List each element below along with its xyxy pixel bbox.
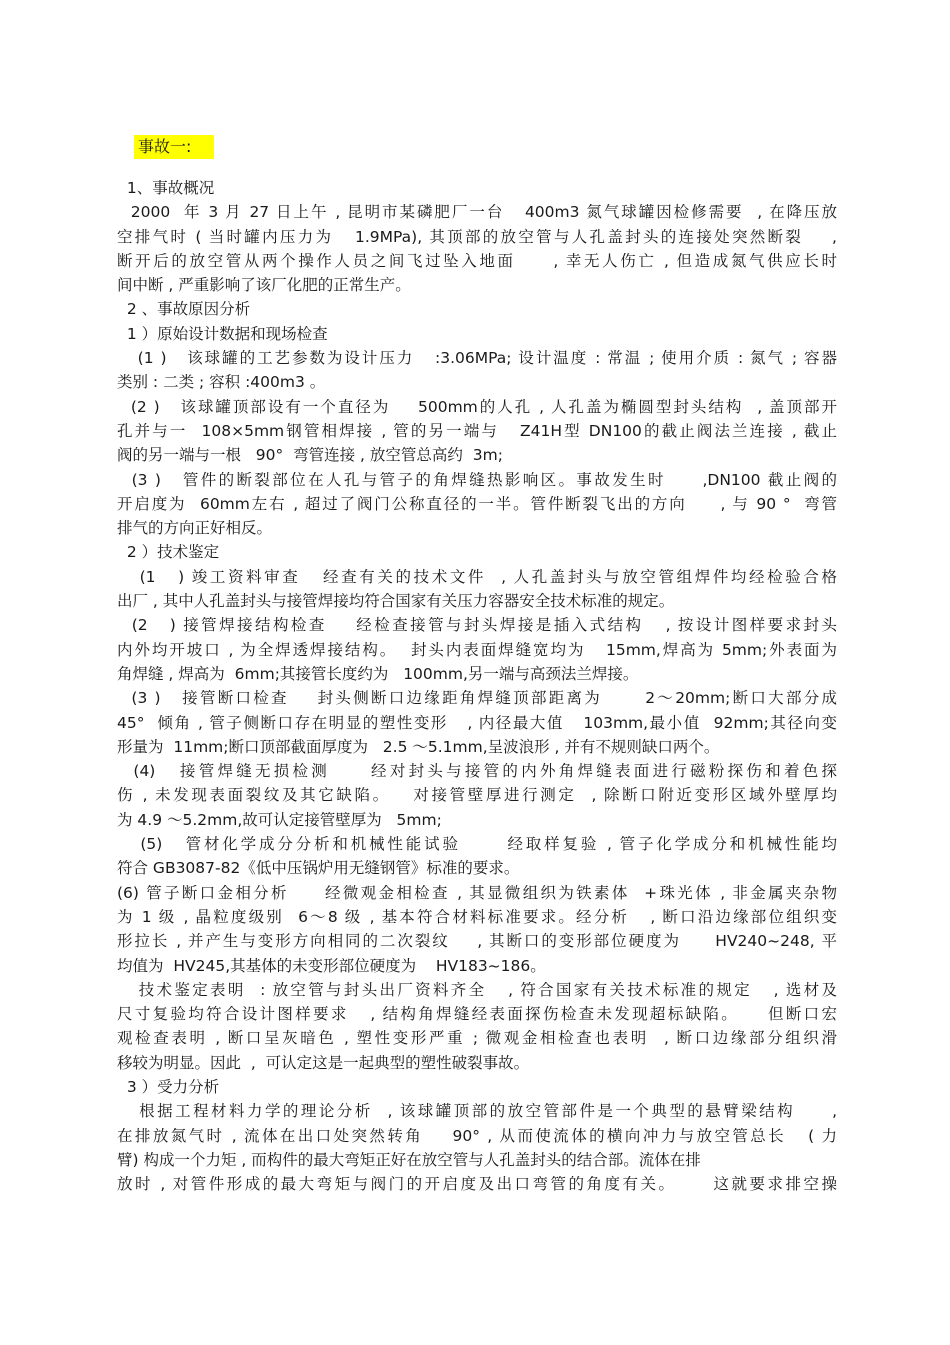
document-body: [117, 176, 837, 1196]
text-line: 2000 年 3 月 27 日上午 , 昆明市某磷肥厂一台 400m3 氮气球罐因检修需要 , 在降压放: [117, 203, 837, 222]
text-line: 均值为 HV245,其基体的未变形部位硬度为 HV183~186。: [117, 956, 546, 975]
text-line: 为 4.9 ～5.2mm,故可认定接管壁厚为 5mm;: [117, 810, 442, 829]
text-line: 臂) 构成一个力矩 , 而构件的最大弯矩正好在放空管与人孔盖封头的结合部。流体在排: [117, 1150, 701, 1169]
text-line: 间中断 , 严重影响了该厂化肥的正常生产。: [117, 276, 411, 295]
text-line: 观检查表明 , 断口呈灰暗色 , 塑性变形严重 ; 微观金相检查也表明 , 断口边缘部分组织滑: [117, 1029, 837, 1048]
text-line: 放时 , 对管件形成的最大弯矩与阀门的开启度及出口弯管的角度有关。 这就要求排空操: [117, 1175, 837, 1194]
text-line: 断开后的放空管从两个操作人员之间飞过坠入地面 , 幸无人伤亡 , 但造成氮气供应长时: [117, 251, 837, 270]
text-line: 角焊缝 , 焊高为 6mm;其接管长度约为 100mm,另一端与高颈法兰焊接。: [117, 664, 639, 683]
text-line: 出厂 , 其中人孔盖封头与接管焊接均符合国家有关压力容器安全技术标准的规定。: [117, 592, 675, 611]
text-line: 1、事故概况: [117, 179, 215, 197]
text-line: 移较为明显。因此 , 可认定这是一起典型的塑性破裂事故。: [117, 1053, 530, 1072]
text-line: (4) 接管焊缝无损检测 经对封头与接管的内外角焊缝表面进行磁粉探伤和着色探: [117, 762, 837, 781]
text-line: 符合 GB3087-82《低中压锅炉用无缝钢管》标准的要求。: [117, 859, 520, 878]
text-line: 阀的另一端与一根 90° 弯管连接 , 放空管总高约 3m;: [117, 446, 503, 465]
text-line: (2 ) 该球罐顶部设有一个直径为 500mm的人孔 , 人孔盖为椭圆型封头结构 , 盖顶部开: [117, 397, 837, 416]
text-line: 1 ）原始设计数据和现场检查: [117, 324, 328, 343]
text-line: 内外均开坡口 , 为全焊透焊接结构。 封头内表面焊缝宽均为 15mm,焊高为 5mm;外表面为: [117, 640, 837, 659]
text-line: 2 、事故原因分析: [117, 300, 251, 319]
text-line: 开启度为 60mm左右 , 超过了阀门公称直径的一半。管件断裂飞出的方向 , 与 90 ° 弯管: [117, 494, 837, 513]
text-line: 在排放氮气时 , 流体在出口处突然转角 90° , 从而使流体的横向冲力与放空管总长 ( 力: [117, 1126, 837, 1145]
text-line: 尺寸复验均符合设计图样要求 , 结构角焊缝经表面探伤检查未发现超标缺陷。 但断口宏: [117, 1005, 837, 1024]
text-line: 形拉长 , 并产生与变形方向相同的二次裂纹 , 其断口的变形部位硬度为 HV240~248, 平: [117, 932, 837, 951]
text-line: 排气的方向正好相反。: [117, 519, 273, 538]
text-line: 根据工程材料力学的理论分析 , 该球罐顶部的放空管部件是一个典型的悬臂梁结构 ,: [117, 1102, 837, 1121]
text-line: (3 ) 接管断口检查 封头侧断口边缘距角焊缝顶部距离为 2～20mm;断口大部分成: [117, 689, 837, 708]
text-line: (6) 管子断口金相分析 经微观金相检查 , 其显微组织为铁素体 +珠光体 , 非金属夹杂物: [117, 883, 837, 902]
text-line: (1 ) 竣工资料审查 经查有关的技术文件 , 人孔盖封头与放空管组焊件均经检验合格: [117, 567, 837, 586]
text-line: (5) 管材化学成分分析和机械性能试验 经取样复验 , 管子化学成分和机械性能均: [117, 835, 837, 854]
text-line: 类别 : 二类 ; 容积 :400m3 。: [117, 373, 326, 392]
section-title: 事故一:: [138, 137, 192, 156]
text-line: (2 ) 接管焊接结构检查 经检查接管与封头焊接是插入式结构 , 按设计图样要求封头: [117, 616, 837, 635]
text-line: 孔并与一 108×5mm钢管相焊接 , 管的另一端与 Z41H型 DN100的截止阀法兰连接 , 截止: [117, 421, 837, 440]
text-line: 2 ）技术鉴定: [117, 543, 220, 562]
text-line: 45° 倾角 , 管子侧断口存在明显的塑性变形 , 内径最大值 103mm,最小值 92mm;其径向变: [117, 713, 837, 732]
text-line: 形量为 11mm;断口顶部截面厚度为 2.5 ～5.1mm,呈波浪形 , 并有不规则缺口两个。: [117, 737, 720, 756]
text-line: 3 ）受力分析: [117, 1077, 220, 1096]
text-line: 伤 , 未发现表面裂纹及其它缺陷。 对接管壁厚进行测定 , 除断口附近变形区域外壁厚均: [117, 786, 837, 805]
text-line: 空排气时 ( 当时罐内压力为 1.9MPa), 其顶部的放空管与人孔盖封头的连接处突然断裂 ,: [117, 227, 837, 246]
text-line: 为 1 级 , 晶粒度级别 6～8 级 , 基本符合材料标准要求。经分析 , 断口沿边缘部位组织变: [117, 907, 837, 926]
text-line: 技术鉴定表明 : 放空管与封头出厂资料齐全 , 符合国家有关技术标准的规定 , 选材及: [117, 980, 837, 999]
text-line: (3 ) 管件的断裂部位在人孔与管子的角焊缝热影响区。事故发生时 ,DN100 截止阀的: [117, 470, 837, 489]
text-line: (1 ) 该球罐的工艺参数为设计压力 :3.06MPa; 设计温度 : 常温 ; 使用介质 : 氮气 ; 容器: [117, 349, 837, 368]
